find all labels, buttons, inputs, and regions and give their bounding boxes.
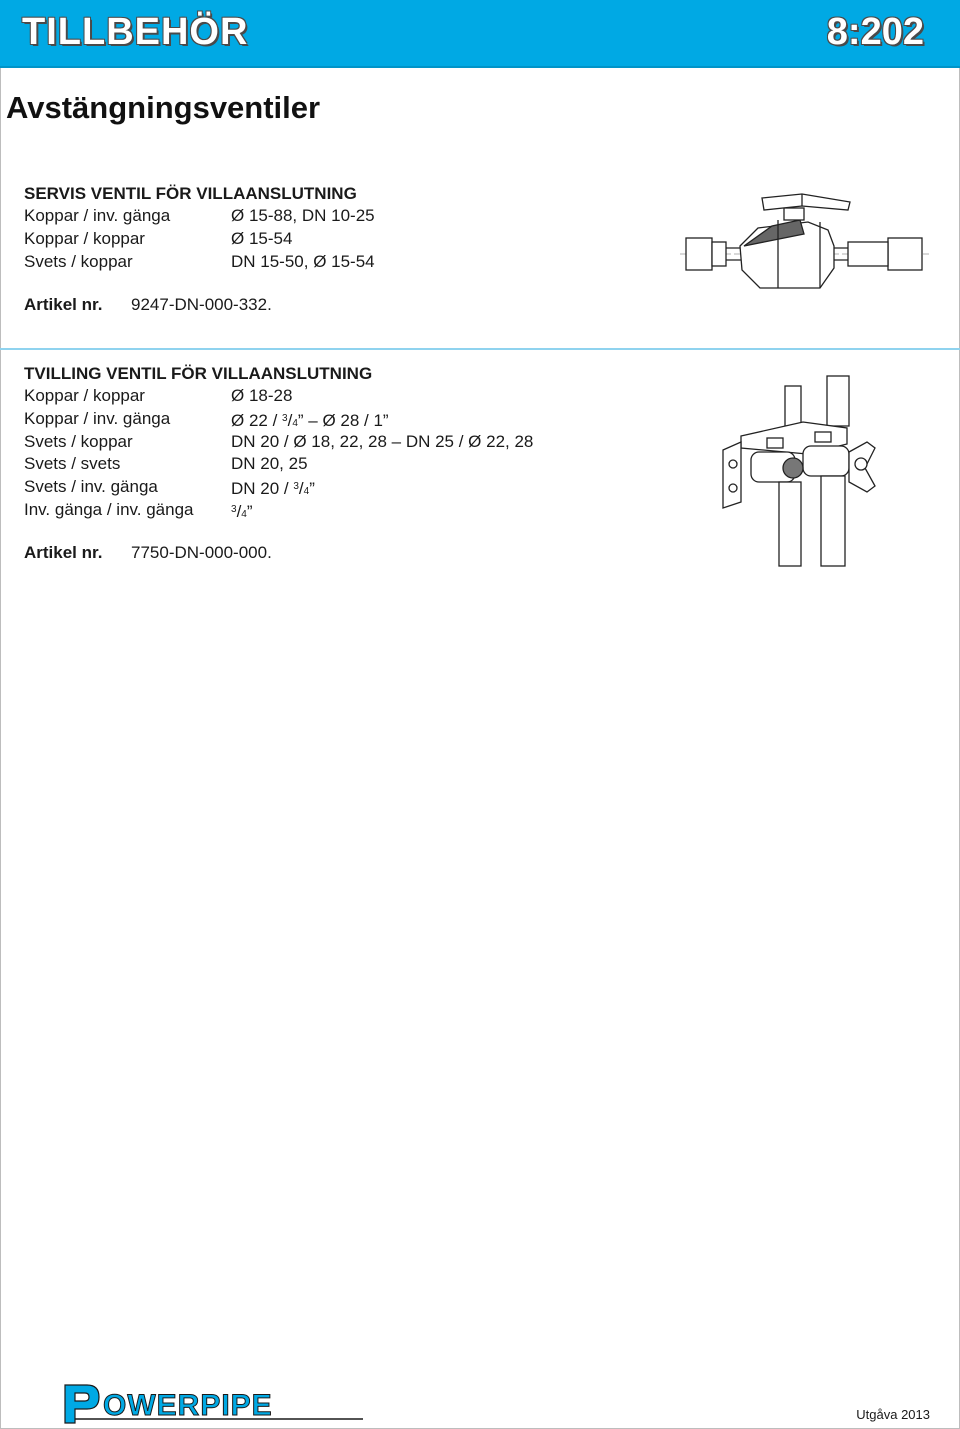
article-label: Artikel nr. <box>24 543 103 562</box>
spec-row <box>24 228 357 251</box>
section-title: TVILLING VENTIL FÖR VILLAANSLUTNING <box>24 364 373 383</box>
spec-value: DN 20 / $^3$/4” <box>231 479 315 499</box>
spec-row <box>24 499 372 522</box>
twin-valve-illustration <box>715 372 885 570</box>
article-number-line <box>24 295 272 315</box>
section-service-valve <box>24 182 375 273</box>
powerpipe-logo <box>63 1379 368 1429</box>
spec-row <box>24 385 372 408</box>
article-number: 7750-DN-000-000. <box>131 543 272 562</box>
spec-row <box>24 453 372 476</box>
spec-row <box>24 476 372 499</box>
spec-key: Svets / svets <box>24 454 121 474</box>
logo-text: OWERPIPE <box>103 1389 273 1422</box>
spec-row <box>24 205 375 228</box>
spec-value: Ø 15-54 <box>231 228 293 248</box>
spec-value: Ø 22 / $^3$/4” – Ø 28 / 1” <box>231 410 389 430</box>
spec-key: Koppar / inv. gänga <box>24 206 171 225</box>
page-number: 8:202 <box>826 11 924 53</box>
spec-key: Koppar / koppar <box>24 228 145 248</box>
spec-key: Koppar / inv. gänga <box>24 408 171 428</box>
spec-key: Svets / inv. gänga <box>24 477 158 497</box>
spec-value-part: ” <box>309 479 315 499</box>
spec-value-part: ” <box>246 501 253 521</box>
fraction-numerator: 3 <box>231 503 237 515</box>
edition-text: Utgåva 2013 <box>856 1407 930 1422</box>
fraction-denominator: 4 <box>303 486 310 498</box>
page-title: Avstängningsventiler <box>6 90 321 125</box>
spec-value: DN 20, 25 <box>231 454 308 474</box>
spec-value-part: Ø 22 / <box>231 410 283 430</box>
spec-value-part: ” – Ø 28 / 1” <box>297 410 389 430</box>
spec-key: Inv. gänga / inv. gänga <box>24 499 194 519</box>
article-label: Artikel nr. <box>24 295 103 314</box>
section-twin-valve <box>24 362 534 522</box>
header-bar <box>0 0 960 68</box>
service-valve-illustration <box>680 190 932 295</box>
spec-value: DN 20 / Ø 18, 22, 28 – DN 25 / Ø 22, 28 <box>231 431 534 451</box>
spec-value: Ø 15-88, DN 10-25 <box>231 206 375 225</box>
spec-key: Svets / koppar <box>24 251 133 271</box>
spec-value: DN 15-50, Ø 15-54 <box>231 251 375 271</box>
fraction-numerator: 3 <box>293 481 299 493</box>
fraction-numerator: 3 <box>282 412 288 424</box>
header-title: TILLBEHÖR <box>22 11 249 53</box>
article-number: 9247-DN-000-332. <box>131 295 272 314</box>
spec-value: $^3$/4” <box>231 501 253 521</box>
section-divider <box>0 348 960 350</box>
fraction-denominator: 4 <box>241 508 247 520</box>
section-title: SERVIS VENTIL FÖR VILLAANSLUTNING <box>24 184 357 203</box>
fraction-denominator: 4 <box>292 417 298 429</box>
spec-value-part: DN 20 / <box>231 479 294 499</box>
article-number-line <box>24 543 272 563</box>
spec-key: Koppar / koppar <box>24 386 145 405</box>
spec-value: Ø 18-28 <box>231 386 293 405</box>
spec-row <box>24 431 534 454</box>
spec-row <box>24 408 389 431</box>
spec-key: Svets / koppar <box>24 431 133 451</box>
spec-row <box>24 251 375 274</box>
